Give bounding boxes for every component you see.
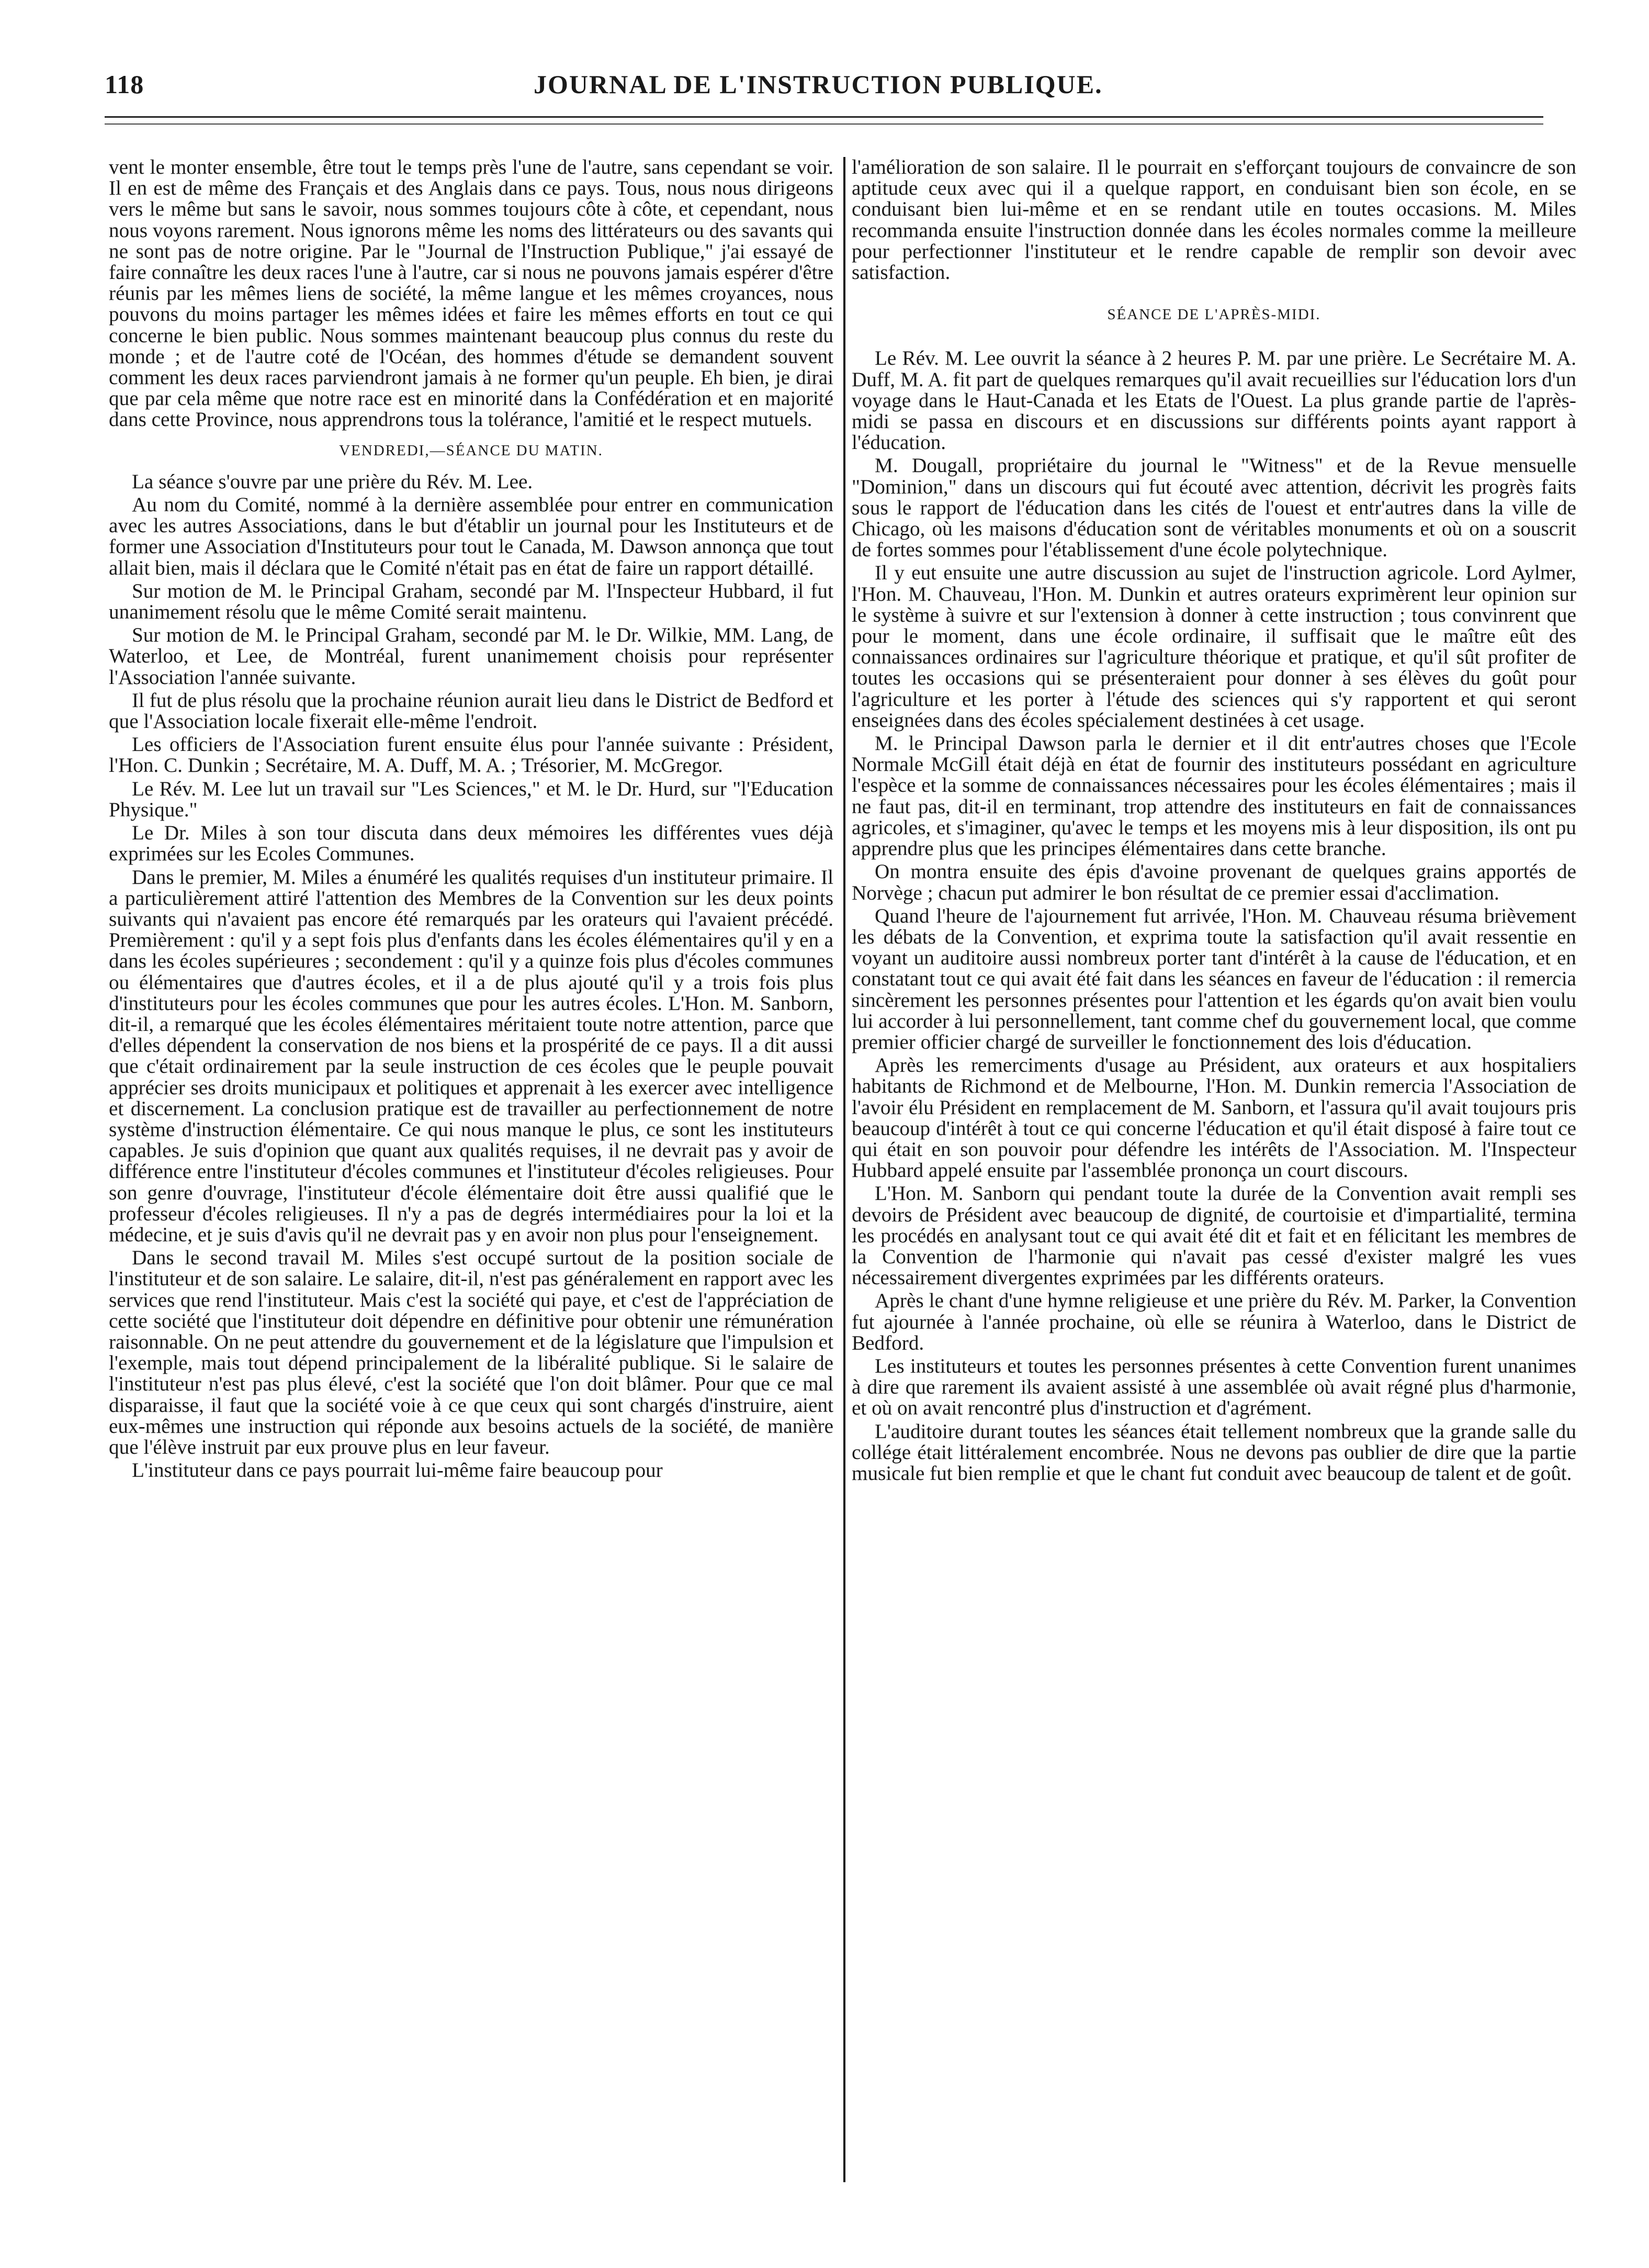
section-heading-morning: VENDREDI,—SÉANCE DU MATIN. — [339, 442, 603, 459]
paragraph: L'auditoire durant toutes les séances était tellement nombreux que la grande salle du collége était littéralement encombrée. Nous ne devons pas oublier de dire que la partie musicale fut bien remplie et que le chant fut conduit avec beaucoup de talent et de goût. — [852, 1420, 1576, 1485]
paragraph: Quand l'heure de l'ajournement fut arrivée, l'Hon. M. Chauveau résuma brièvement les débats de la Convention, et exprima toute la satisfaction qu'il avait ressentie en voyant un auditoire aussi nombreux porter tant d'intérêt à la cause de l'éducation, et en constatant tout ce qui avait été fait dans les séances en faveur de l'éducation : il remercia sincèrement les personnes présentes pour l'attention et les égards qu'on avait bien voulu lui accorder à lui personnellement, tant comme chef du gouvernement local, que comme premier officier chargé de surveiller le fonctionnement des lois d'éducation. — [852, 904, 1576, 1053]
paragraph: L'Hon. M. Sanborn qui pendant toute la durée de la Convention avait rempli ses devoirs de Président avec beaucoup de dignité, de courtoisie et d'impartialité, termina les procédés en analysant tout ce qui avait été dit et fait et en félicitant les membres de la Convention de l'harmonie qui n'avait pas cessé d'exister malgré les vues nécessairement divergentes exprimées par les différents orateurs. — [852, 1182, 1576, 1289]
paragraph: Après le chant d'une hymne religieuse et une prière du Rév. M. Parker, la Convention fut ajournée à l'année prochaine, où elle se réunira à Waterloo, dans le District de Bedford. — [852, 1289, 1576, 1354]
paragraph: Dans le second travail M. Miles s'est occupé surtout de la position sociale de l'instituteur et de son salaire. Le salaire, dit-il, n'est pas généralement en rapport avec les services que rend l'instituteur. Mais c'est la société qui paye, et c'est de l'appréciation de cette société que l'instituteur doit dépendre en définitive pour obtenir une rémunération raisonnable. On ne peut attendre du gouvernement et de la législature que l'impulsion et l'exemple, mais tout dépend principalement de la libéralité publique. Si le salaire de l'instituteur n'est pas plus élevé, c'est la société que l'on doit blâmer. Pour que ce mal disparaisse, il faut que la société voie à ce que ceux qui sont chargés d'instruire, aient eux-mêmes une instruction qui réponde aux besoins actuels de la société, de manière que l'élève instruit par eux prouve plus en leur faveur. — [109, 1247, 833, 1458]
paragraph: L'instituteur dans ce pays pourrait lui-même faire beaucoup pour — [132, 1459, 663, 1482]
paragraph: Au nom du Comité, nommé à la dernière assemblée pour entrer en communication avec les autres Associations, dans le but d'établir un journal pour les Instituteurs et de former une Association d'Instituteurs pour tout le Canada, M. Dawson annonça que tout allait bien, mais il déclara que le Comité n'était pas en état de faire un rapport détaillé. — [109, 493, 833, 579]
paragraph: Dans le premier, M. Miles a énuméré les qualités requises d'un instituteur primaire. Il a particulièrement attiré l'attention des Membres de la Convention sur les deux points suivants qui n'avaient pas encore été remarqués par les orateurs qui l'avaient précédé. Premièrement : qu'il y a sept fois plus d'enfants dans les écoles élémentaires qu'il y en a dans les écoles supérieures ; secondement : qu'il y a quinze fois plus d'écoles communes ou élémentaires que d'autres écoles, et il a de plus ajouté qu'il y a trois fois plus d'instituteurs pour les écoles communes que pour les autres écoles. L'Hon. M. Sanborn, dit-il, a remarqué que les écoles élémentaires méritaient toute notre attention, parce que d'elles dépendent la conservation de nos biens et la prospérité de ce pays. Il a dit aussi que c'était ordinairement par la seule instruction de ces écoles que le peuple pouvait apprécier ses droits municipaux et politiques et apprenait à les exercer avec intelligence et discernement. La conclusion pratique est de travailler au perfectionnement de notre système d'instruction élémentaire. Ce qui nous manque le plus, ce sont les instituteurs capables. Je suis d'opinion que quant aux qualités requises, il ne devrait pas y avoir de différence entre l'instituteur d'écoles communes et l'instituteur d'écoles religieuses. Pour son genre d'ouvrage, l'instituteur d'école élémentaire doit être aussi qualifié que le professeur d'écoles religieuses. Il n'y a pas de degrés intermédiaires pour la loi et la médecine, et je suis d'avis qu'il ne devrait pas y en avoir non plus pour l'enseignement. — [109, 866, 833, 1246]
header-rule — [105, 116, 1543, 118]
paragraph: La séance s'ouvre par une prière du Rév. M. Lee. — [132, 470, 533, 493]
paragraph: M. Dougall, propriétaire du journal le "Witness" et de la Revue mensuelle "Dominion," dans un discours qui fut écouté avec attention, décrivit les progrès faits sous le rapport de l'éducation dans les cités de l'ouest et entr'autres dans la ville de Chicago, où les maisons d'éducation sont de véritables monuments et où on a souscrit de fortes sommes pour l'établissement d'une école polytechnique. — [852, 454, 1576, 562]
paragraph: M. le Principal Dawson parla le dernier et il dit entr'autres choses que l'Ecole Normale McGill était déjà en état de fournir des instituteurs possédant en agriculture l'espèce et la somme de connaissances nécessaires pour les écoles élémentaires ; mais il ne faut pas, dit-il en terminant, trop attendre des instituteurs en fait de connaissances agricoles, et s'imaginer, qu'avec le temps et les moyens mis à leur disposition, ils ont pu apprendre plus que les principes élémentaires dans cette branche. — [852, 732, 1576, 860]
paragraph: Le Rév. M. Lee lut un travail sur "Les Sciences," et M. le Dr. Hurd, sur "l'Education Physique." — [109, 777, 833, 821]
header-rule-secondary — [105, 123, 1543, 125]
page-number: 118 — [105, 70, 144, 99]
paragraph: Après les remerciments d'usage au Président, aux orateurs et aux hospitaliers habitants de Richmond et de Melbourne, l'Hon. M. Dunkin remercia l'Association de l'avoir élu Président en remplacement de M. Sanborn, et l'assura qu'il avait toujours pris beaucoup d'intérêt à tout ce qui concerne l'éducation et qu'il était disposé à faire tout ce qui était en son pouvoir pour défendre les intérêts de l'Association. M. l'Inspecteur Hubbard appelé ensuite par l'assemblée prononça un court discours. — [852, 1054, 1576, 1182]
paragraph: Il y eut ensuite une autre discussion au sujet de l'instruction agricole. Lord Aylmer, l'Hon. M. Chauveau, l'Hon. M. Dunkin et autres orateurs exprimèrent leur opinion sur le système à suivre et sur l'extension à donner à cette instruction ; tous convinrent que pour le moment, dans une école ordinaire, il suffisait que le maître eût des connaissances ordinaires sur l'agriculture théorique et pratique, et qu'il sût profiter de toutes les occasions qui se présenteraient pour donner à ses élèves du goût pour l'agriculture et les porter à l'étude des sciences qui s'y rapportent et qui seront enseignées dans des écoles spécialement destinées à cet usage. — [852, 562, 1576, 732]
paragraph: Les instituteurs et toutes les personnes présentes à cette Convention furent unanimes à dire que rarement ils avaient assisté à une assemblée où avait régné plus d'harmonie, et où on avait rencontré plus d'instruction et d'agrément. — [852, 1354, 1576, 1420]
left-intro-paragraph: vent le monter ensemble, être tout le temps près l'une de l'autre, sans cependant se voir. Il en est de même des Français et des Anglais dans ce pays. Tous, nous nous dirigeons vers le même but sans le savoir, nous sommes toujours côte à côte, et cependant, nous nous voyons rarement. Nous ignorons même les noms des littérateurs ou des savants qui ne sont pas de notre origine. Par le "Journal de l'Instruction Publique," j'ai essayé de faire connaître les deux races l'une à l'autre, car si nous ne pouvons jamais espérer d'être réunis par les mêmes liens de société, la même langue et les mêmes croyances, nous pouvons du moins partager les mêmes idées et faire les mêmes efforts en tout ce qui concerne le bien public. Nous sommes maintenant beaucoup plus connus du reste du monde ; et de l'autre coté de l'Océan, des hommes d'étude se demandent souvent comment les deux races parviendront jamais à ne former qu'un peuple. Eh bien, je dirai que par cela même que notre race est en minorité dans la Confédération et en majorité dans cette Province, nous apprendrons tous la tolérance, l'amitié et le respect mutuels. — [109, 156, 833, 431]
right-intro-paragraph: l'amélioration de son salaire. Il le pourrait en s'efforçant toujours de convaincre de son aptitude ceux avec qui il a quelque rapport, en conduisant bien son école, en se conduisant bien lui-même et en se rendant utile en toutes occasions. M. Miles recommanda ensuite l'instruction donnée dans les écoles normales comme la meilleure pour perfectionner l'instituteur et le rendre capable de remplir son devoir avec satisfaction. — [852, 156, 1576, 284]
section-heading-afternoon: SÉANCE DE L'APRÈS-MIDI. — [1107, 306, 1321, 323]
paragraph: Le Dr. Miles à son tour discuta dans deux mémoires les différentes vues déjà exprimées sur les Ecoles Communes. — [109, 822, 833, 866]
left-column — [109, 157, 833, 1483]
paragraph: Sur motion de M. le Principal Graham, secondé par M. le Dr. Wilkie, MM. Lang, de Waterloo, et Lee, de Montréal, furent unanimement choisis pour représenter l'Association l'année suivante. — [109, 624, 833, 689]
paragraph: Les officiers de l'Association furent ensuite élus pour l'année suivante : Président, l'Hon. C. Dunkin ; Secrétaire, M. A. Duff, M. A. ; Trésorier, M. McGregor. — [109, 733, 833, 777]
paragraph: Le Rév. M. Lee ouvrit la séance à 2 heures P. M. par une prière. Le Secrétaire M. A. Duff, M. A. fit part de quelques remarques qu'il avait recueillies sur l'éducation lors d'un voyage dans le Haut-Canada et les Etats de l'Ouest. La plus grande partie de l'après-midi se passa en discours et en discussions sur différents points ayant rapport à l'éducation. — [852, 347, 1576, 454]
paragraph: On montra ensuite des épis d'avoine provenant de quelques grains apportés de Norvège ; chacun put admirer le bon résultat de ce premier essai d'acclimation. — [852, 860, 1576, 904]
right-column — [852, 157, 1576, 1486]
journal-title: JOURNAL DE L'INSTRUCTION PUBLIQUE. — [534, 70, 1103, 99]
paragraph: Il fut de plus résolu que la prochaine réunion aurait lieu dans le District de Bedford et que l'Association locale fixerait elle-même l'endroit. — [109, 689, 833, 733]
column-divider — [843, 157, 845, 2182]
paragraph: Sur motion de M. le Principal Graham, secondé par M. l'Inspecteur Hubbard, il fut unanimement résolu que le même Comité serait maintenu. — [109, 579, 833, 624]
